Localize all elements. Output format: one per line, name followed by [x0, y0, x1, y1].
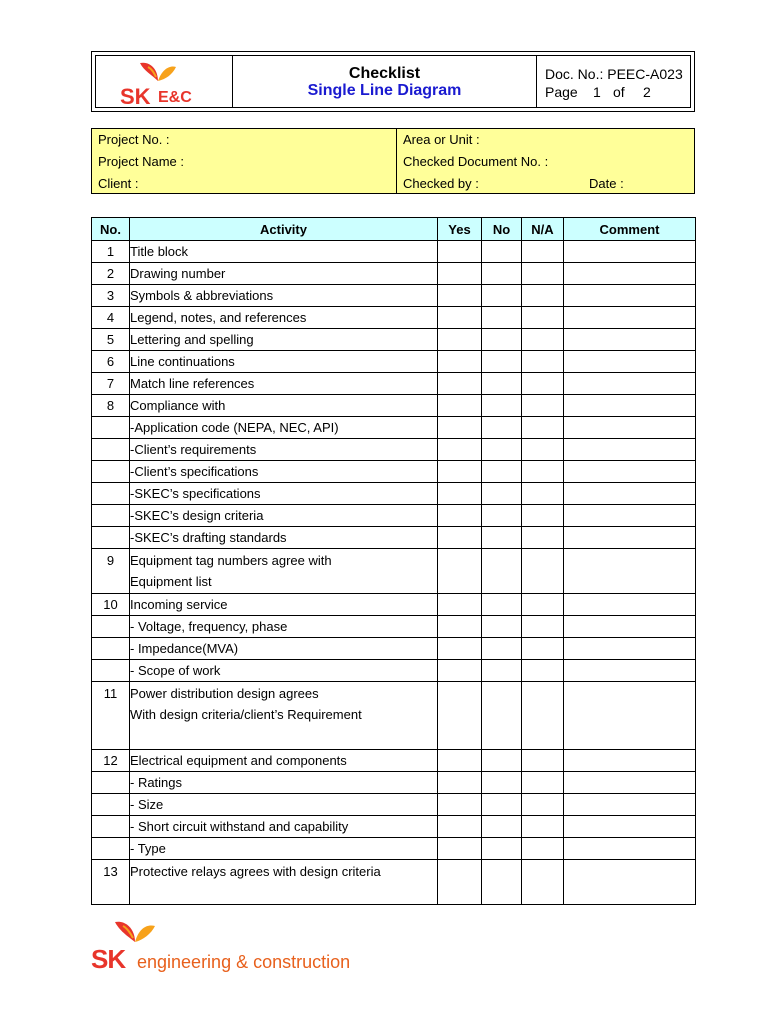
na-cell[interactable]: [522, 682, 564, 750]
yes-cell[interactable]: [438, 329, 482, 351]
na-cell[interactable]: [522, 241, 564, 263]
no-cell[interactable]: [482, 860, 522, 905]
document-header: [91, 51, 695, 112]
row-number: 9: [92, 549, 130, 594]
comment-cell[interactable]: [564, 417, 696, 439]
row-activity: [130, 461, 438, 483]
yes-cell[interactable]: [438, 594, 482, 616]
activity-text: -SKEC’s specifications: [130, 486, 261, 501]
yes-cell[interactable]: [438, 549, 482, 594]
table-row: [92, 285, 696, 307]
no-cell[interactable]: [482, 816, 522, 838]
table-row: [92, 816, 696, 838]
no-cell[interactable]: [482, 307, 522, 329]
no-cell[interactable]: [482, 838, 522, 860]
yes-cell[interactable]: [438, 750, 482, 772]
no-cell[interactable]: [482, 682, 522, 750]
footer-sk-text: SK: [91, 944, 126, 974]
footer-tagline: engineering & construction: [137, 952, 351, 972]
row-number: 4: [92, 307, 130, 329]
date-field[interactable]: Date :: [589, 176, 624, 191]
table-row: [92, 638, 696, 660]
na-cell[interactable]: [522, 616, 564, 638]
comment-cell[interactable]: [564, 594, 696, 616]
activity-text: Legend, notes, and references: [130, 310, 307, 325]
no-cell[interactable]: [482, 772, 522, 794]
yes-cell[interactable]: [438, 816, 482, 838]
activity-text: Equipment tag numbers agree with: [130, 553, 332, 568]
comment-cell[interactable]: [564, 682, 696, 750]
row-number: [92, 816, 130, 838]
yes-cell[interactable]: [438, 461, 482, 483]
no-cell[interactable]: [482, 373, 522, 395]
no-cell[interactable]: [482, 351, 522, 373]
no-cell[interactable]: [482, 527, 522, 549]
na-cell[interactable]: [522, 527, 564, 549]
table-row: [92, 838, 696, 860]
table-row: [92, 263, 696, 285]
row-number: 3: [92, 285, 130, 307]
row-number: 12: [92, 750, 130, 772]
row-activity: [130, 483, 438, 505]
yes-cell[interactable]: [438, 395, 482, 417]
yes-cell[interactable]: [438, 439, 482, 461]
comment-cell[interactable]: [564, 285, 696, 307]
yes-cell[interactable]: [438, 860, 482, 905]
footer-logo: [91, 918, 381, 978]
no-cell[interactable]: [482, 638, 522, 660]
row-activity: [130, 660, 438, 682]
page-total: 2: [643, 84, 651, 100]
na-cell[interactable]: [522, 794, 564, 816]
comment-cell[interactable]: [564, 373, 696, 395]
yes-cell[interactable]: [438, 307, 482, 329]
activity-text-line2: With design criteria/client’s Requirement: [130, 707, 362, 722]
checklist-table: [91, 217, 696, 905]
table-row: [92, 794, 696, 816]
yes-cell[interactable]: [438, 638, 482, 660]
row-number: 11: [92, 682, 130, 750]
no-cell[interactable]: [482, 241, 522, 263]
na-cell[interactable]: [522, 638, 564, 660]
na-cell[interactable]: [522, 594, 564, 616]
yes-cell[interactable]: [438, 417, 482, 439]
row-activity: [130, 594, 438, 616]
row-activity: [130, 838, 438, 860]
page-title: Checklist: [348, 65, 421, 82]
page-of: of: [613, 84, 625, 100]
yes-cell[interactable]: [438, 263, 482, 285]
comment-cell[interactable]: [564, 838, 696, 860]
project-name-field[interactable]: Project Name :: [98, 154, 184, 169]
table-row: [92, 594, 696, 616]
na-cell[interactable]: [522, 549, 564, 594]
activity-text: -Client’s specifications: [130, 464, 259, 479]
yes-cell[interactable]: [438, 838, 482, 860]
table-row: [92, 241, 696, 263]
row-number: 2: [92, 263, 130, 285]
row-activity: [130, 638, 438, 660]
activity-text: Electrical equipment and components: [130, 753, 347, 768]
activity-text: Incoming service: [130, 597, 228, 612]
row-activity: [130, 750, 438, 772]
no-cell[interactable]: [482, 505, 522, 527]
page-subtitle: Single Line Diagram: [307, 82, 462, 99]
no-cell[interactable]: [482, 263, 522, 285]
no-cell[interactable]: [482, 660, 522, 682]
table-row: [92, 373, 696, 395]
no-cell[interactable]: [482, 285, 522, 307]
company-logo: [96, 56, 233, 107]
table-row: [92, 860, 696, 905]
yes-cell[interactable]: [438, 241, 482, 263]
yes-cell[interactable]: [438, 682, 482, 750]
activity-text: Lettering and spelling: [130, 332, 254, 347]
activity-text: Protective relays agrees with design criteria: [130, 864, 381, 879]
activity-text: -SKEC’s drafting standards: [130, 530, 287, 545]
row-number: [92, 616, 130, 638]
activity-text: - Short circuit withstand and capability: [130, 819, 349, 834]
table-header-row: [92, 218, 696, 241]
row-number: [92, 838, 130, 860]
comment-cell[interactable]: [564, 263, 696, 285]
row-number: [92, 527, 130, 549]
no-cell[interactable]: [482, 616, 522, 638]
comment-cell[interactable]: [564, 241, 696, 263]
row-activity: [130, 772, 438, 794]
table-row: [92, 329, 696, 351]
row-number: [92, 772, 130, 794]
row-number: [92, 794, 130, 816]
header-yes: Yes: [438, 218, 482, 241]
na-cell[interactable]: [522, 417, 564, 439]
no-cell[interactable]: [482, 794, 522, 816]
no-cell[interactable]: [482, 750, 522, 772]
na-cell[interactable]: [522, 395, 564, 417]
project-info-box: [91, 128, 695, 194]
comment-cell[interactable]: [564, 505, 696, 527]
na-cell[interactable]: [522, 838, 564, 860]
row-number: 1: [92, 241, 130, 263]
row-activity: [130, 307, 438, 329]
row-activity: [130, 527, 438, 549]
activity-text: - Impedance(MVA): [130, 641, 239, 656]
na-cell[interactable]: [522, 329, 564, 351]
comment-cell[interactable]: [564, 483, 696, 505]
no-cell[interactable]: [482, 594, 522, 616]
row-activity: [130, 682, 438, 750]
table-row: [92, 351, 696, 373]
activity-text: Symbols & abbreviations: [130, 288, 274, 303]
activity-text: Match line references: [130, 376, 255, 391]
na-cell[interactable]: [522, 351, 564, 373]
yes-cell[interactable]: [438, 772, 482, 794]
activity-text: -SKEC’s design criteria: [130, 508, 264, 523]
table-row: [92, 439, 696, 461]
yes-cell[interactable]: [438, 505, 482, 527]
row-number: [92, 417, 130, 439]
row-number: 6: [92, 351, 130, 373]
row-activity: [130, 395, 438, 417]
table-row: [92, 461, 696, 483]
table-row: [92, 395, 696, 417]
activity-text: - Size: [130, 797, 164, 812]
comment-cell[interactable]: [564, 638, 696, 660]
row-number: 10: [92, 594, 130, 616]
comment-cell[interactable]: [564, 794, 696, 816]
activity-text: Title block: [130, 244, 189, 259]
row-activity: [130, 616, 438, 638]
row-activity: [130, 241, 438, 263]
activity-text: - Voltage, frequency, phase: [130, 619, 288, 634]
page-indicator: [545, 83, 690, 101]
na-cell[interactable]: [522, 772, 564, 794]
table-row: [92, 307, 696, 329]
page-number: 1: [593, 84, 601, 100]
comment-cell[interactable]: [564, 616, 696, 638]
activity-text: Line continuations: [130, 354, 235, 369]
yes-cell[interactable]: [438, 794, 482, 816]
na-cell[interactable]: [522, 307, 564, 329]
comment-cell[interactable]: [564, 439, 696, 461]
no-cell[interactable]: [482, 395, 522, 417]
activity-text: -Client’s requirements: [130, 442, 257, 457]
na-cell[interactable]: [522, 373, 564, 395]
logo-ec-text: E&C: [158, 89, 192, 106]
row-number: [92, 505, 130, 527]
comment-cell[interactable]: [564, 750, 696, 772]
row-number: 5: [92, 329, 130, 351]
project-no-field[interactable]: Project No. :: [98, 132, 170, 147]
row-number: [92, 638, 130, 660]
header-comment: Comment: [564, 218, 696, 241]
page-label: Page: [545, 84, 578, 100]
row-activity: [130, 417, 438, 439]
activity-text: - Ratings: [130, 775, 183, 790]
checked-doc-field[interactable]: Checked Document No. :: [403, 154, 549, 169]
comment-cell[interactable]: [564, 549, 696, 594]
row-number: [92, 439, 130, 461]
yes-cell[interactable]: [438, 483, 482, 505]
na-cell[interactable]: [522, 439, 564, 461]
row-activity: [130, 816, 438, 838]
yes-cell[interactable]: [438, 616, 482, 638]
row-number: [92, 461, 130, 483]
na-cell[interactable]: [522, 461, 564, 483]
activity-text: - Type: [130, 841, 166, 856]
comment-cell[interactable]: [564, 329, 696, 351]
table-row: [92, 549, 696, 594]
activity-text: -Application code (NEPA, NEC, API): [130, 420, 339, 435]
row-number: [92, 483, 130, 505]
yes-cell[interactable]: [438, 373, 482, 395]
row-activity: [130, 329, 438, 351]
comment-cell[interactable]: [564, 395, 696, 417]
na-cell[interactable]: [522, 860, 564, 905]
comment-cell[interactable]: [564, 772, 696, 794]
na-cell[interactable]: [522, 285, 564, 307]
header-no-answer: No: [482, 218, 522, 241]
activity-text: Drawing number: [130, 266, 226, 281]
row-number: 8: [92, 395, 130, 417]
row-number: 7: [92, 373, 130, 395]
table-row: [92, 750, 696, 772]
yes-cell[interactable]: [438, 285, 482, 307]
header-na: N/A: [522, 218, 564, 241]
yes-cell[interactable]: [438, 527, 482, 549]
no-cell[interactable]: [482, 549, 522, 594]
table-row: [92, 527, 696, 549]
table-row: [92, 417, 696, 439]
comment-cell[interactable]: [564, 527, 696, 549]
row-activity: [130, 794, 438, 816]
table-row: [92, 772, 696, 794]
row-activity: [130, 285, 438, 307]
row-activity: [130, 505, 438, 527]
comment-cell[interactable]: [564, 307, 696, 329]
row-number: [92, 660, 130, 682]
na-cell[interactable]: [522, 505, 564, 527]
na-cell[interactable]: [522, 816, 564, 838]
table-row: [92, 616, 696, 638]
row-activity: [130, 351, 438, 373]
table-row: [92, 682, 696, 750]
no-cell[interactable]: [482, 483, 522, 505]
row-activity: [130, 373, 438, 395]
table-row: [92, 483, 696, 505]
client-field[interactable]: Client :: [98, 176, 139, 191]
row-activity: [130, 263, 438, 285]
comment-cell[interactable]: [564, 461, 696, 483]
header-activity: Activity: [130, 218, 438, 241]
row-activity: [130, 860, 438, 905]
checklist-body: [92, 241, 696, 905]
logo-sk-text: SK: [120, 84, 151, 109]
table-row: [92, 505, 696, 527]
table-row: [92, 660, 696, 682]
area-unit-field[interactable]: Area or Unit :: [403, 132, 480, 147]
no-cell[interactable]: [482, 329, 522, 351]
doc-number: Doc. No.: PEEC-A023: [545, 66, 683, 82]
row-number: 13: [92, 860, 130, 905]
yes-cell[interactable]: [438, 660, 482, 682]
comment-cell[interactable]: [564, 816, 696, 838]
no-cell[interactable]: [482, 417, 522, 439]
comment-cell[interactable]: [564, 660, 696, 682]
activity-text: Power distribution design agrees: [130, 686, 319, 701]
yes-cell[interactable]: [438, 351, 482, 373]
header-no: No.: [92, 218, 130, 241]
comment-cell[interactable]: [564, 860, 696, 905]
activity-text: Compliance with: [130, 398, 226, 413]
na-cell[interactable]: [522, 750, 564, 772]
na-cell[interactable]: [522, 483, 564, 505]
na-cell[interactable]: [522, 660, 564, 682]
na-cell[interactable]: [522, 263, 564, 285]
activity-text: - Scope of work: [130, 663, 221, 678]
row-activity: [130, 549, 438, 594]
checked-by-field[interactable]: Checked by :: [403, 176, 479, 191]
comment-cell[interactable]: [564, 351, 696, 373]
activity-text-line2: Equipment list: [130, 574, 212, 589]
no-cell[interactable]: [482, 439, 522, 461]
no-cell[interactable]: [482, 461, 522, 483]
row-activity: [130, 439, 438, 461]
